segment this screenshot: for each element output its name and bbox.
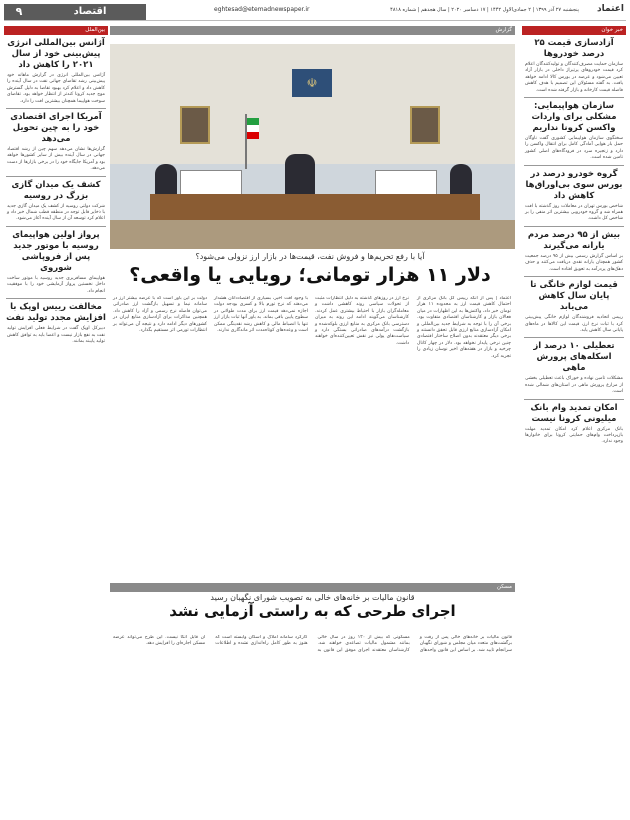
- person-center: [285, 154, 315, 198]
- report-text: دولت بر این باور است که با عرضه بیشتر ارز در سامانه نیما و تسهیل بازگشت ارز صادراتی می‌توان فاصله نرخ رسمی و آزاد را کاهش داد. همچنین مذاکرات برای آزادسازی منابع ایران در کشورهای دیگر ادامه دارد و نتیجه آن می‌تواند بر انتظارات تورمی اثر مستقیم بگذارد.: [113, 296, 207, 334]
- photo-floor: [110, 220, 515, 249]
- news-item: [4, 230, 108, 295]
- report-column: [110, 296, 210, 581]
- news-headline: آژانس بین‌المللی انرژی پیش‌بینی خود از سال ۲۰۲۱ را کاهش داد: [7, 38, 105, 70]
- divider: [524, 337, 624, 338]
- portrait-right: [410, 106, 440, 144]
- news-item: [522, 230, 626, 273]
- report-headline: دلار ۱۱ هزار تومانی؛ رویایی یا واقعی؟: [129, 264, 491, 286]
- section-title: اقتصاد: [34, 4, 146, 20]
- person-left: [155, 164, 177, 198]
- news-headline: سازمان هواپیمایی: مشکلی برای واردات واکسن کرونا نداریم: [531, 101, 617, 134]
- news-body: رییس اتحادیه فروشندگان لوازم خانگی پیش‌بینی کرد با ثبات نرخ ارز، قیمت این کالاها در ماه‌های پایانی سال کاهش یابد.: [525, 315, 623, 333]
- news-item: [4, 302, 108, 345]
- news-headline: آمریکا اجرای اقتصادی خود را به چین تحویل می‌دهد: [10, 112, 102, 145]
- right-column-label: خبر خوان: [522, 26, 626, 35]
- news-item: [522, 280, 626, 334]
- housing-body: [110, 635, 515, 815]
- right-news-column: [522, 26, 626, 816]
- news-item: [522, 101, 626, 162]
- news-body: بر اساس گزارش رسمی بیش از ۹۵ درصد جمعیت کشور همچنان یارانه نقدی دریافت می‌کنند و حذف دهک‌های پردرآمد به تعویق افتاده است.: [525, 253, 623, 272]
- divider: [6, 176, 106, 177]
- divider: [524, 226, 624, 227]
- news-headline: کشف یک میدان گازی بزرگ در روسیه: [11, 179, 101, 201]
- news-body: مشکلات تامین نهاده و خوراک باعث تعطیلی بخشی از مزارع پرورش ماهی در استان‌های شمالی شده است.: [525, 376, 623, 395]
- conference-table: [150, 194, 480, 220]
- housing-text: قانون مالیات بر خانه‌های خالی پس از رفت و برگشت‌های متعدد میان مجلس و شورای نگهبان سرانجام تایید شد. بر اساس این قانون واحدهای مسکونی که بیش از ۱۲۰ روز در سال خالی بمانند مشمول مالیات تصاعدی خواهند شد. کارشناسان معتقدند اجرای موفق این قانون به کارکرد سامانه املاک و اسکان وابسته است که هنوز به طور کامل راه‌اندازی نشده و اطلاعات آن قابل اتکا نیست. این طرح می‌تواند عرضه مسکن اجاره‌ای را افزایش دهد.: [113, 635, 512, 653]
- news-body: آژانس بین‌المللی انرژی در گزارش ماهانه خود پیش‌بینی رشد تقاضای جهانی نفت در سال آینده را کاهش داد و اعلام کرد بهبود تقاضا به دلیل گسترش موج جدید کرونا کندتر از انتظار خواهد بود. تقاضای سوخت هواپیما همچنان بیشترین افت را دارد.: [7, 73, 105, 104]
- housing-headline: اجرای طرحی که به راستی آزمایی نشد: [169, 602, 456, 620]
- report-column: [312, 296, 412, 581]
- divider: [524, 165, 624, 166]
- news-body: گزارش‌ها نشان می‌دهد سهم چین از رشد اقتصاد جهانی در سال آینده بیش از سایر کشورها خواهد بود و آمریکا جایگاه خود را در برخی بازارها از دست می‌دهد.: [7, 147, 105, 172]
- divider: [6, 226, 106, 227]
- housing-heading: [110, 593, 515, 620]
- news-body: هواپیمای مسافربری جدید روسیه با موتور ساخت داخل نخستین پرواز آزمایشی خود را با موفقیت انجام داد.: [7, 275, 105, 294]
- housing-kicker: قانون مالیات بر خانه‌های خالی به تصویب شورای نگهبان رسید: [210, 593, 415, 602]
- news-item: [522, 403, 626, 446]
- page-number: ۹: [4, 4, 34, 20]
- housing-label-bar: [110, 583, 515, 593]
- section-email[interactable]: eghtesad@etemadnewspaper.ir: [214, 6, 310, 13]
- report-column: [414, 296, 514, 581]
- portrait-left: [180, 106, 210, 144]
- emblem-icon: ☫: [292, 69, 332, 97]
- left-news-column: [4, 26, 108, 816]
- report-column: [211, 296, 311, 581]
- news-headline: پرواز اولین هواپیمای روسیه با موتور جدید پس از فروپاشی شوروی: [12, 229, 100, 273]
- report-text: نرخ ارز در روزهای گذشته به دلیل انتظارات مثبت از تحولات سیاسی روند کاهشی داشت و معامله‌گران بازار با احتیاط بیشتری عمل کردند. کارشناسان می‌گویند ادامه این روند به میزان دسترسی بانک مرکزی به منابع ارزی بلوکه‌شده و بازگشت درآمدهای صادراتی بستگی دارد و سیاست‌های پولی نیز نقش تعیین‌کننده‌ای خواهند داشت.: [315, 296, 409, 346]
- news-body: شرکت دولتی روسیه از کشف یک میدان گازی جدید با ذخایر قابل توجه در منطقه قطب شمال خبر داد و اعلام کرد توسعه آن از سال آینده آغاز می‌شود.: [7, 203, 105, 222]
- flag-icon: [245, 114, 259, 169]
- issue-line: پنجشنبه ۲۷ آذر ۱۳۹۹ | ۲ جمادی‌الاول ۱۴۴۲ | ۱۷ دسامبر ۲۰۲۰ | سال هجدهم | شماره ۴۸۱۸: [390, 7, 579, 13]
- news-body: سخنگوی سازمان هواپیمایی کشوری گفت ناوگان حمل بار هوایی آمادگی کامل برای انتقال واکسن را دارد و زنجیره سرد در فرودگاه‌های اصلی کشور تامین شده است.: [525, 136, 623, 161]
- news-headline: بیش از ۹۵ درصد مردم یارانه می‌گیرند: [527, 229, 621, 251]
- news-headline: مخالفت رییس اوپک با افزایش مجدد تولید نفت: [6, 302, 106, 324]
- news-headline: گروه خودرو درصد در بورس سوی بی‌اوراق‌ها کاهش داد: [525, 168, 623, 201]
- report-subheadline: آیا با رفع تحریم‌ها و فروش نفت، قیمت‌ها در بازار ارز نزولی می‌شود؟: [195, 252, 425, 261]
- photo-wall: [110, 44, 515, 164]
- news-headline: تعطیلی ۱۰ درصد از اسکله‌های پرورش ماهی: [533, 341, 615, 374]
- housing-label: مسکن: [110, 583, 515, 592]
- report-text: با وجود افت اخیر، بسیاری از اقتصاددانان هشدار می‌دهند که نرخ تورم بالا و کسری بودجه دولت اجازه نمی‌دهد قیمت ارز برای مدت طولانی در سطوح پایین باقی بماند. به باور آنها ثبات بازار ارز تنها با انضباط مالی و کاهش رشد نقدینگی ممکن است و وعده‌های کوتاه‌مدت اثر ماندگاری ندارند.: [214, 296, 308, 334]
- news-body: سازمان حمایت مصرف‌کنندگان و تولیدکنندگان اعلام کرد قیمت خودروهای پرتیراژ داخلی در بازار آزاد تعیین می‌شود و عرضه در بورس کالا ادامه خواهد یافت. به گفته مسئولان این تصمیم با هدف کاهش فاصله قیمت کارخانه و بازار گرفته شده است.: [525, 62, 623, 93]
- news-item: [522, 169, 626, 223]
- news-headline: قیمت لوازم خانگی تا پایان سال کاهش می‌یابد: [530, 280, 618, 313]
- news-item: [4, 38, 108, 105]
- news-body: دبیرکل اوپک گفت در شرایط فعلی افزایش تولید نفت به نفع بازار نیست و اعضا باید به توافق کاهش تولید پایبند بمانند.: [7, 326, 105, 344]
- report-label: گزارش: [110, 26, 515, 35]
- left-column-label: بین‌الملل: [4, 26, 108, 35]
- divider: [524, 399, 624, 400]
- news-headline: امکان تمدید وام بانک میلیونی کرونا نیست: [530, 402, 618, 424]
- person-right: [450, 164, 472, 198]
- page-header: [4, 4, 626, 21]
- news-body: بانک مرکزی اعلام کرد امکان تمدید مهلت بازپرداخت وام‌های حمایتی کرونا برای خانوارها وجود ندارد.: [525, 426, 623, 445]
- divider: [524, 276, 624, 277]
- newspaper-logo: اعتماد: [597, 4, 624, 14]
- report-text: اعتماد | پس از آنکه رییس کل بانک مرکزی از احتمال کاهش قیمت ارز به محدوده ۱۱ هزار تومان خبر داد، واکنش‌ها به این اظهارات در میان فعالان بازار و کارشناسان اقتصادی متفاوت بود. برخی آن را با توجه به شرایط جدید بین‌المللی و امکان آزادسازی منابع ارزی قابل تحقق دانستند و برخی دیگر معتقدند بدون اصلاح ساختار اقتصادی چنین نرخی پایدار نخواهد بود. دلار در چهار کانال چرخید و بازار در هفته‌های اخیر نوسان زیادی را تجربه کرد.: [417, 296, 512, 359]
- news-item: [522, 341, 626, 395]
- news-item: [522, 38, 626, 94]
- divider: [6, 298, 106, 299]
- report-label-bar: [110, 26, 515, 36]
- divider: [524, 97, 624, 98]
- divider: [6, 108, 106, 109]
- news-item: [4, 180, 108, 223]
- news-headline: آزادسازی قیمت ۲۵ درصد خودروها: [534, 38, 614, 59]
- news-item: [4, 112, 108, 173]
- cabinet-meeting-photo: [110, 44, 515, 249]
- news-body: شاخص بورس تهران در معاملات روز گذشته با افت همراه شد و گروه خودرویی بیشترین اثر منفی را بر شاخص کل داشت.: [525, 203, 623, 222]
